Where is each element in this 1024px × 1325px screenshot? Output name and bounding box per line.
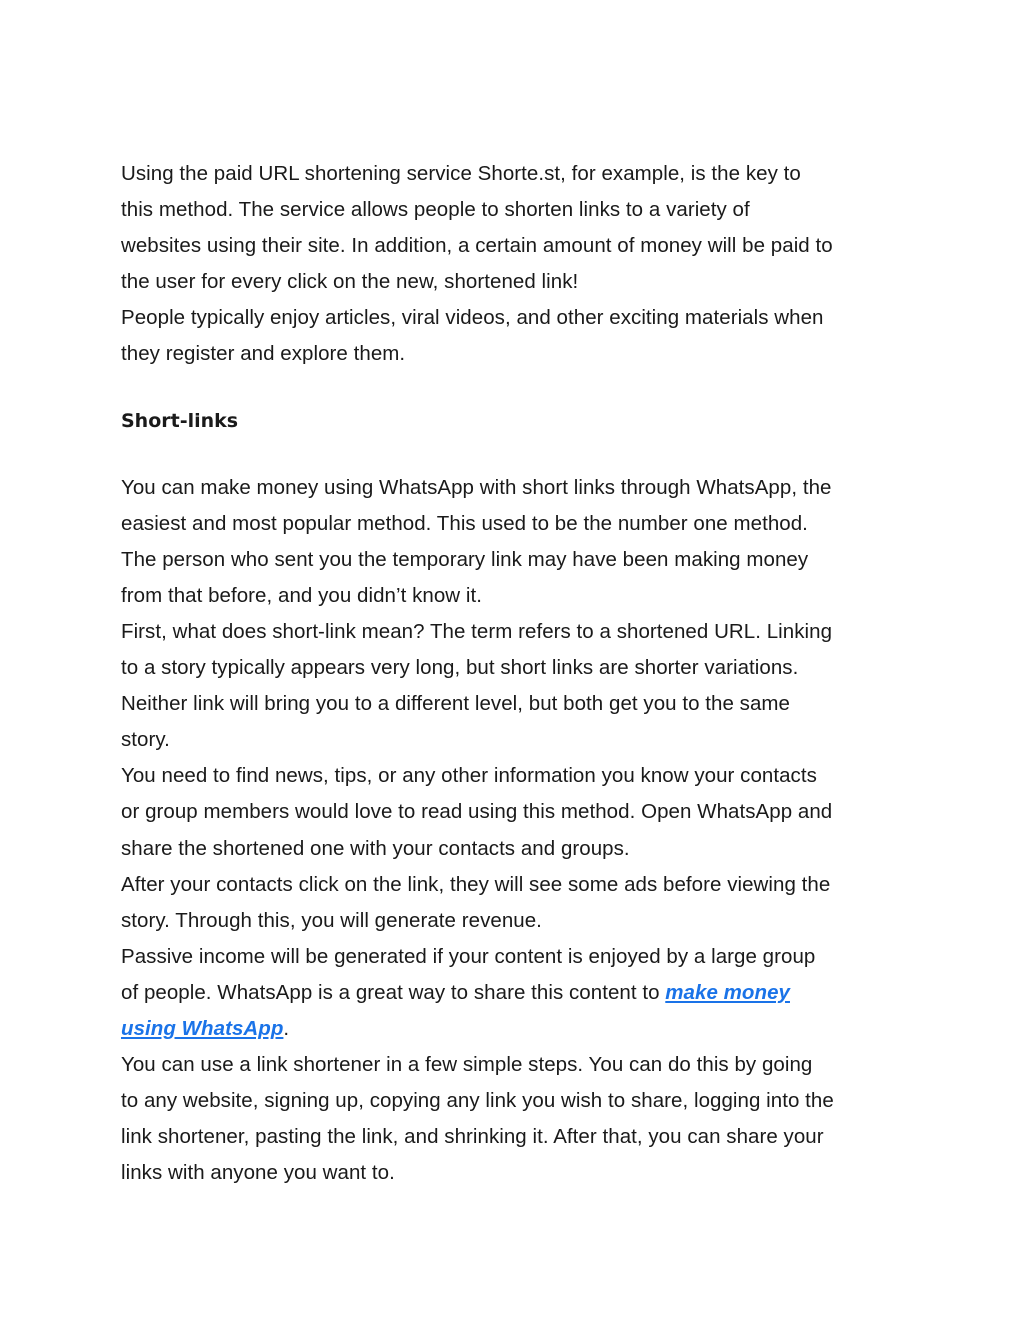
text-line: to a story typically appears very long, but short links are shorter variations. (121, 656, 799, 680)
document-page (121, 156, 911, 1191)
make-money-link-part2[interactable]: using WhatsApp (121, 1016, 284, 1040)
intro-paragraph (121, 156, 911, 373)
text-line: to any website, signing up, copying any link you wish to share, logging into the (121, 1089, 834, 1113)
text-line-with-link (121, 1011, 911, 1047)
text-line: story. Through this, you will generate revenue. (121, 908, 542, 932)
text-line: they register and explore them. (121, 342, 406, 366)
text-line: from that before, and you didn’t know it. (121, 583, 482, 607)
section-heading: Short-links (121, 409, 239, 432)
make-money-link-part1[interactable]: make money (665, 980, 790, 1004)
text-line: First, what does short-link mean? The term refers to a shortened URL. Linking (121, 619, 833, 643)
text-line: links with anyone you want to. (121, 1161, 395, 1185)
section-body (121, 470, 911, 1192)
text-line: People typically enjoy articles, viral videos, and other exciting materials when (121, 306, 824, 330)
text-line: After your contacts click on the link, they will see some ads before viewing the (121, 872, 831, 896)
text-line: The person who sent you the temporary link may have been making money (121, 547, 809, 571)
text-line: easiest and most popular method. This used to be the number one method. (121, 511, 808, 535)
text-line: You can use a link shortener in a few simple steps. You can do this by going (121, 1053, 813, 1077)
text-line: this method. The service allows people to shorten links to a variety of (121, 198, 750, 222)
text-line-with-link (121, 975, 911, 1011)
text-line: story. (121, 728, 170, 752)
link-suffix: . (283, 1016, 290, 1040)
text-line: Neither link will bring you to a different level, but both get you to the same (121, 692, 791, 716)
text-line: You can make money using WhatsApp with short links through WhatsApp, the (121, 475, 832, 499)
text-line: Using the paid URL shortening service Shorte.st, for example, is the key to (121, 162, 801, 185)
text-line: link shortener, pasting the link, and shrinking it. After that, you can share your (121, 1125, 824, 1149)
text-line: You need to find news, tips, or any other information you know your contacts (121, 764, 817, 788)
text-line: share the shortened one with your contacts and groups. (121, 836, 630, 860)
text-line: websites using their site. In addition, a certain amount of money will be paid to (121, 234, 833, 258)
link-line-prefix: of people. WhatsApp is a great way to share this content to (121, 980, 666, 1004)
text-line: or group members would love to read using this method. Open WhatsApp and (121, 800, 833, 824)
text-line: Passive income will be generated if your content is enjoyed by a large group (121, 944, 816, 968)
text-line: the user for every click on the new, shortened link! (121, 270, 579, 294)
